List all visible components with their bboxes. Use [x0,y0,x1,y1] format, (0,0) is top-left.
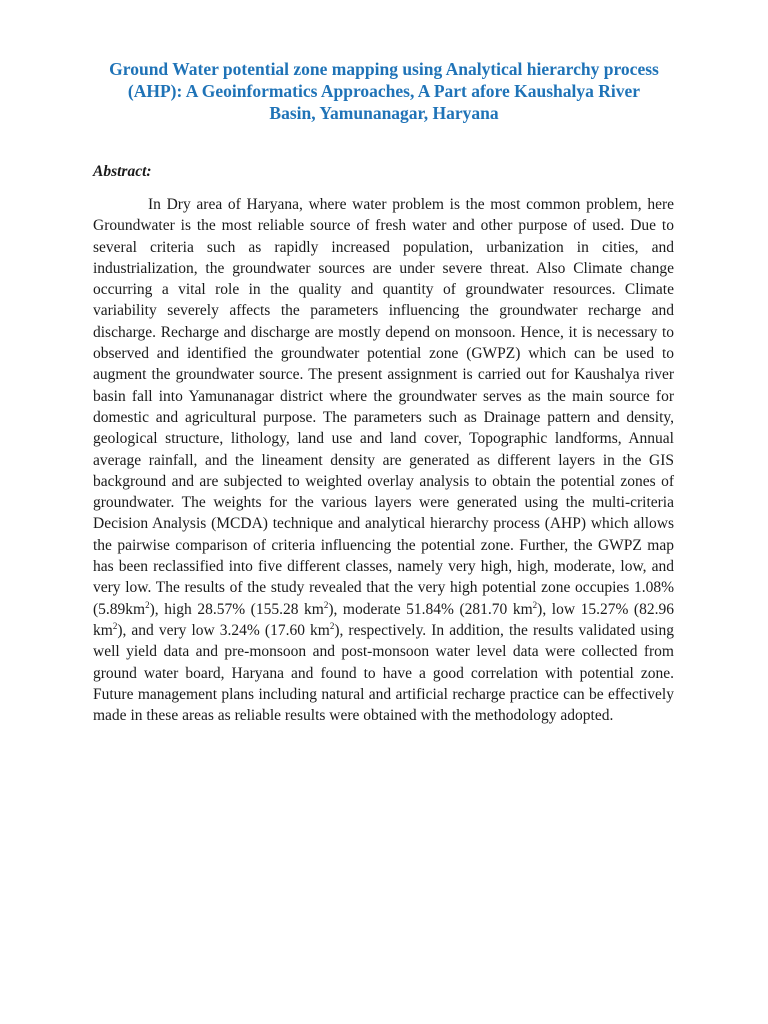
abstract-text-part-2: ), high 28.57% (155.28 km [149,600,324,618]
abstract-text-part-6: ), respectively. In addition, the results validated using well yield data and pre-monsoon and post-monsoon water level data were collected from ground water board, Haryana and found to have a good correlation with potential zone. Future management plans including natural and artificial recharge practice can be effectively made in these areas as reliable results were obtained with the methodology adopted. [93,621,674,725]
abstract-text-part-3: ), moderate 51.84% (281.70 km [328,600,533,618]
abstract-heading: Abstract: [93,163,152,180]
abstract-text-part-5: ), and very low 3.24% (17.60 km [117,621,330,639]
document-title [80,58,688,124]
abstract-text-part-4: ), low 15.27% (82.96 km [93,600,674,639]
superscript-2: 2 [145,599,150,610]
superscript-2: 2 [112,620,118,631]
abstract-text-part-1: In Dry area of Haryana, where water problem is the most common problem, here Groundwater is the most reliable source of fresh water and other purpose of used. Due to several criteria such as rapidly increased population, urbanization in cities, and industrialization, the groundwater sources are under severe threat. Also Climate change occurring a vital role in the quality and quantity of groundwater resources. Climate variability severely affects the parameters influencing the groundwater recharge and discharge. Recharge and discharge are mostly depend on monsoon. Hence, it is necessary to observed and identified the groundwater potential zone (GWPZ) which can be used to augment the groundwater source. The present assignment is carried out for Kaushalya river basin fall into Yamunanagar district where the groundwater serves as the main source for domestic and agricultural purpose. The parameters such as Drainage pattern and density, geological structure, lithology, land use and land cover, Topographic landforms, Annual average rainfall, and the lineament density are generated as different layers in the GIS background and are subjected to weighted overlay analysis to obtain the potential zones of groundwater. The weights for the various layers were generated using the multi-criteria Decision Analysis (MCDA) technique and analytical hierarchy process (AHP) which allows the pairwise comparison of criteria influencing the potential zone. Further, the GWPZ map has been reclassified into five different classes, namely very high, high, moderate, low, and very low. The results of the study revealed that the very high potential zone occupies 1.08% (5.89km [93,196,674,618]
superscript-2: 2 [323,599,329,610]
superscript-2: 2 [329,620,335,631]
superscript-2: 2 [532,599,538,610]
title-line-3: Basin, Yamunanagar, Haryana [269,103,499,123]
abstract-body [93,194,674,726]
title-line-2: (AHP): A Geoinformatics Approaches, A Part afore Kaushalya River [127,81,641,101]
title-line-1: Ground Water potential zone mapping using Analytical hierarchy process [109,59,659,79]
